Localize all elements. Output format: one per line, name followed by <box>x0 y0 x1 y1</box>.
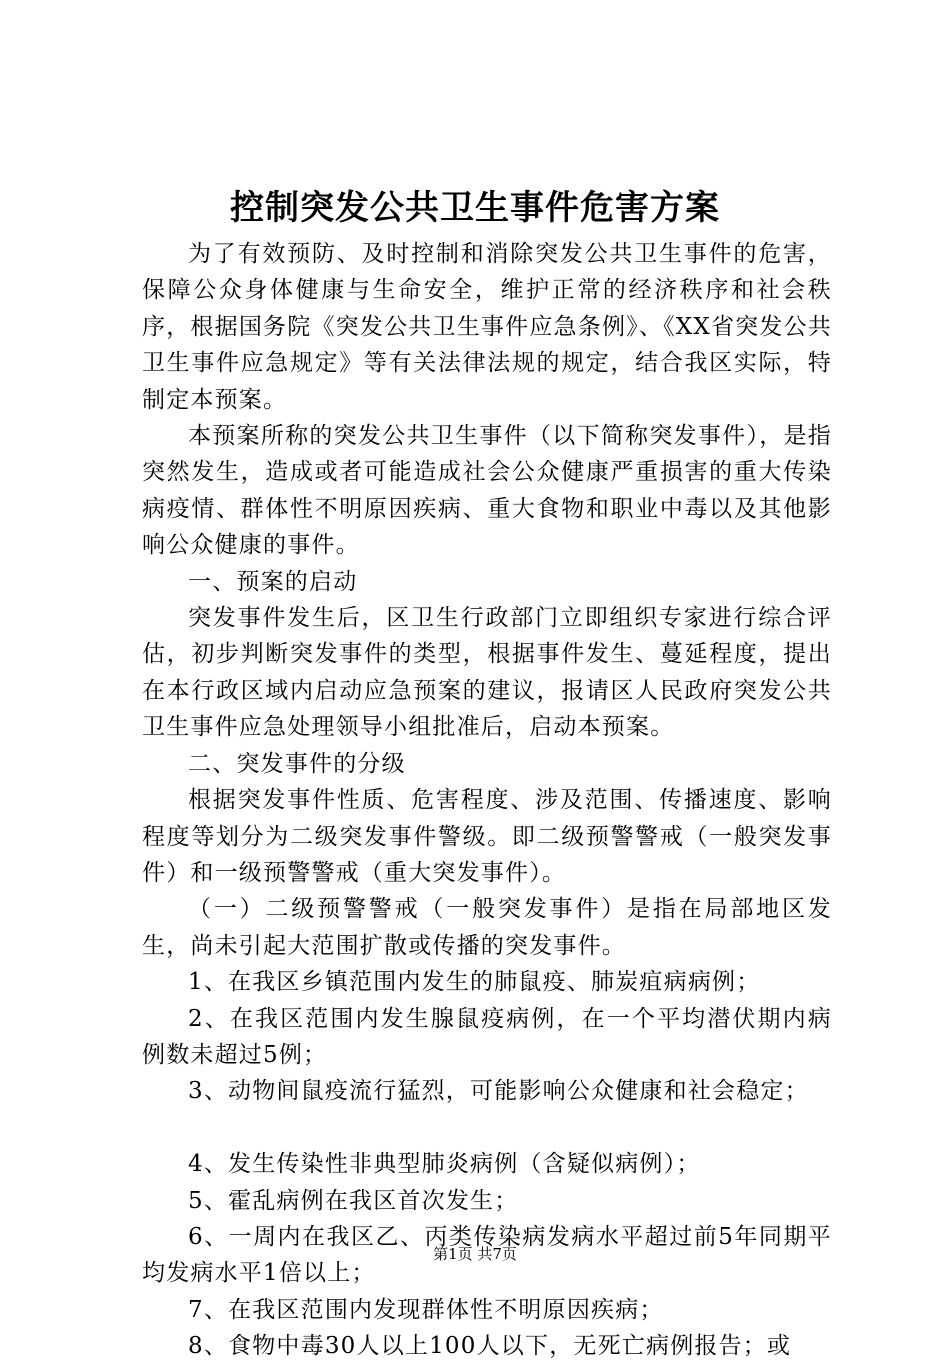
list-item: 3、动物间鼠疫流行猛烈，可能影响公众健康和社会稳定； <box>188 1078 809 1105</box>
document-body <box>142 236 832 1365</box>
list-item: 6、一周内在我区乙、丙类传染病发病水平超过前5年同期平均发病水平1倍以上； <box>142 1223 832 1287</box>
list-item: 5、霍乱病例在我区首次发生； <box>188 1187 519 1214</box>
paragraph-level-two: （一）二级预警警戒（一般突发事件）是指在局部地区发生，尚未引起大范围扩散或传播的突发事件。 <box>142 896 832 959</box>
paragraph-definition: 本预案所称的突发公共卫生事件（以下简称突发事件），是指突然发生，造成或者可能造成社会公众健康严重损害的重大传染病疫情、群体性不明原因疾病、重大食物和职业中毒以及其他影响公众健康的事件。 <box>142 423 832 559</box>
section-heading-activation: 一、预案的启动 <box>188 568 358 595</box>
list-item: 1、在我区乡镇范围内发生的肺鼠疫、肺炭疽病病例； <box>188 969 761 996</box>
list-item: 2、在我区范围内发生腺鼠疫病例，在一个平均潜伏期内病例数未超过5例； <box>142 1005 832 1068</box>
document-title: 控制突发公共卫生事件危害方案 <box>230 188 720 228</box>
list-item: 4、发生传染性非典型肺炎病例（含疑似病例）； <box>188 1151 701 1178</box>
list-item: 8、食物中毒30人以上100人以下，无死亡病例报告；或 <box>188 1333 792 1360</box>
paragraph-intro: 为了有效预防、及时控制和消除突发公共卫生事件的危害，保障公众身体健康与生命安全，维护正常的经济秩序和社会秩序，根据国务院《突发公共卫生事件应急条例》、《XX省突发公共卫生事件应急规定》等有关法律法规的规定，结合我区实际，特制定本预案。 <box>142 241 832 413</box>
blank-line <box>142 1110 832 1146</box>
list-item: 7、在我区范围内发现群体性不明原因疾病； <box>188 1296 664 1323</box>
paragraph-grading: 根据突发事件性质、危害程度、涉及范围、传播速度、影响程度等划分为二级突发事件警级。即二级预警警戒（一般突发事件）和一级预警警戒（重大突发事件）。 <box>142 787 832 886</box>
page-footer: 第1页 共7页 <box>433 1245 517 1263</box>
section-heading-grading: 二、突发事件的分级 <box>188 750 406 777</box>
paragraph-activation: 突发事件发生后，区卫生行政部门立即组织专家进行综合评估，初步判断突发事件的类型，根据事件发生、蔓延程度，提出在本行政区域内启动应急预案的建议，报请区人民政府突发公共卫生事件应急处理领导小组批准后，启动本预案。 <box>142 605 832 741</box>
